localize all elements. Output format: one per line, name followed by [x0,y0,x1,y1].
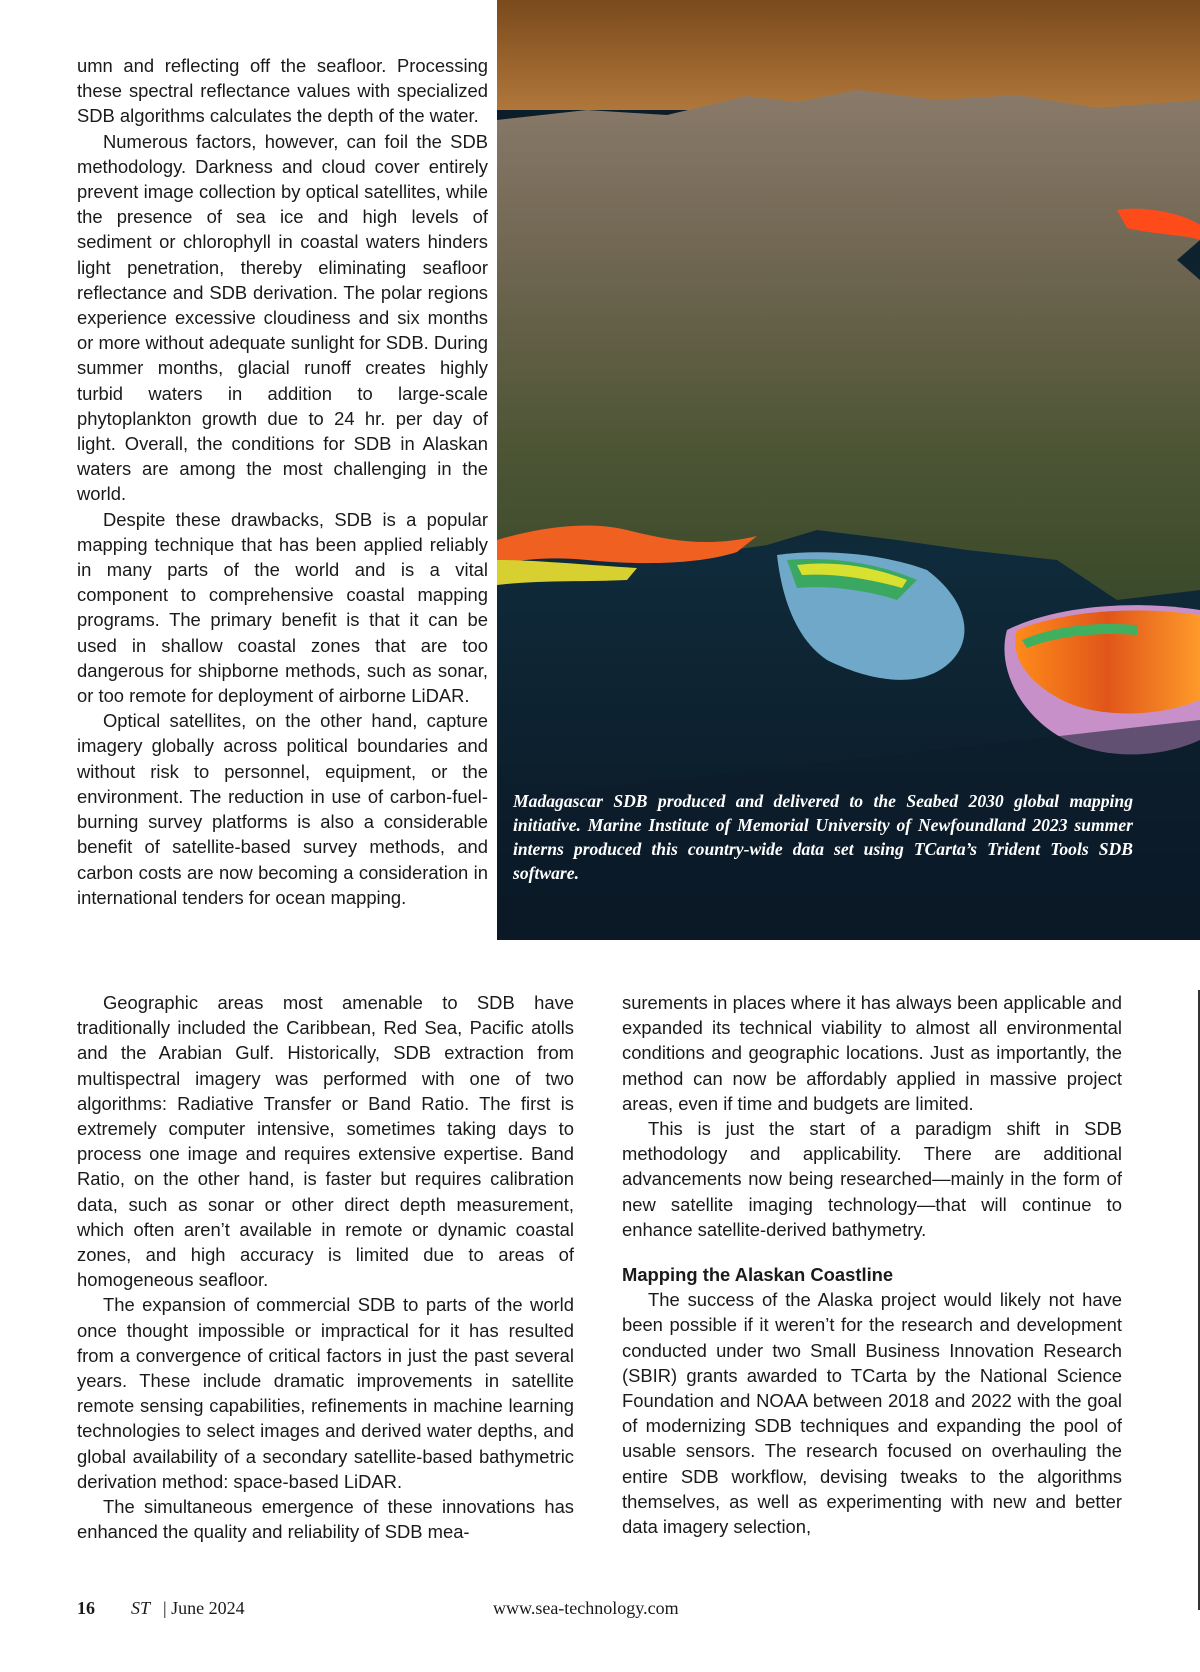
left-column-bottom [77,990,574,1544]
body-paragraph: The expansion of commercial SDB to parts of the world once thought impossible or impractical for it has resulted from a convergence of critical factors in just the past several years. These include dramatic improvements in satellite remote sensing capabilities, refinements in machine learning technologies to select images and derived water depths, and global availability of a secondary satellite-based bathymetric derivation method: space-based LiDAR. [77,1294,574,1492]
section-heading: Mapping the Alaskan Coastline [622,1264,894,1286]
page-footer [77,1598,1122,1622]
body-paragraph: umn and reflecting off the seafloor. Processing these spectral reflectance values with specialized SDB algorithms calculates the depth of the water. [77,55,488,127]
body-paragraph: surements in places where it has always been applicable and expanded its technical viability to almost all environmental conditions and geographic locations. Just as importantly, the method can now be affordably applied in massive project areas, even if time and budgets are limited. [622,992,1122,1114]
body-paragraph: Geographic areas most amenable to SDB have traditionally included the Caribbean, Red Sea, Pacific atolls and the Arabian Gulf. Historically, SDB extraction from multispectral imagery was performed with one of two algorithms: Radiative Transfer or Band Ratio. The first is extremely computer intensive, sometimes taking days to process one image and requires extensive expertise. Band Ratio, on the other hand, is faster but requires calibration data, such as sonar or other direct depth measurement, which often aren’t available in remote or dynamic coastal zones, and high accuracy is limited due to areas of homogeneous seafloor. [77,992,574,1291]
right-column-bottom [622,990,1122,1539]
body-paragraph: The success of the Alaska project would likely not have been possible if it weren’t for the research and development conducted under two Small Business Innovation Research (SBIR) grants awarded to TCarta by the National Science Foundation and NOAA between 2018 and 2022 with the goal of modernizing SDB techniques and expanding the pool of usable sensors. The research focused on overhauling the entire SDB workflow, devising tweaks to the algorithms themselves, as well as experimenting with new and better data imagery selection, [622,1289,1122,1538]
page-number: 16 [77,1598,95,1618]
body-paragraph: This is just the start of a paradigm shift in SDB methodology and applicability. There are additional advancements now being researched—mainly in the form of new satellite imaging technology—that will continue to enhance satellite-derived bathymetry. [622,1118,1122,1240]
body-paragraph: The simultaneous emergence of these innovations has enhanced the quality and reliability of SDB mea- [77,1496,574,1543]
body-paragraph: Numerous factors, however, can foil the SDB methodology. Darkness and cloud cover entirely prevent image collection by optical satellites, while the presence of sea ice and high levels of sediment or chlorophyll in coastal waters hinders light penetration, thereby eliminating seafloor reflectance and SDB derivation. The polar regions experience excessive cloudiness and six months or more without adequate sunlight for SDB. During summer months, glacial runoff creates highly turbid waters in addition to large-scale phytoplankton growth due to 24 hr. per day of light. Overall, the conditions for SDB in Alaskan waters are among the most challenging in the world. [77,130,488,505]
body-paragraph: Despite these drawbacks, SDB is a popular mapping technique that has been applied reliably in many parts of the world and is a vital component to comprehensive coastal mapping programs. The primary benefit is that it can be used in shallow coastal zones that are too dangerous for shipborne methods, such as sonar, or too remote for deployment of airborne LiDAR. [77,508,488,707]
issue-date: | June 2024 [163,1598,245,1618]
body-paragraph: Optical satellites, on the other hand, capture imagery globally across political boundaries and without risk to personnel, equipment, or the environment. The reduction in use of carbon-fuel-burning survey platforms is also a considerable benefit of satellite-based survey methods, and carbon costs are now becoming a consideration in international tenders for ocean mapping. [77,710,488,908]
website-link[interactable]: www.sea-technology.com [493,1598,679,1618]
journal-name: ST [131,1598,151,1618]
figure-caption: Madagascar SDB produced and delivered to the Seabed 2030 global mapping initiative. Marine Institute of Memorial University of Newfoundland 2023 summer interns produced this country-wide data set using TCarta’s Trident Tools SDB software. [513,791,1133,883]
left-column-top [77,53,488,910]
